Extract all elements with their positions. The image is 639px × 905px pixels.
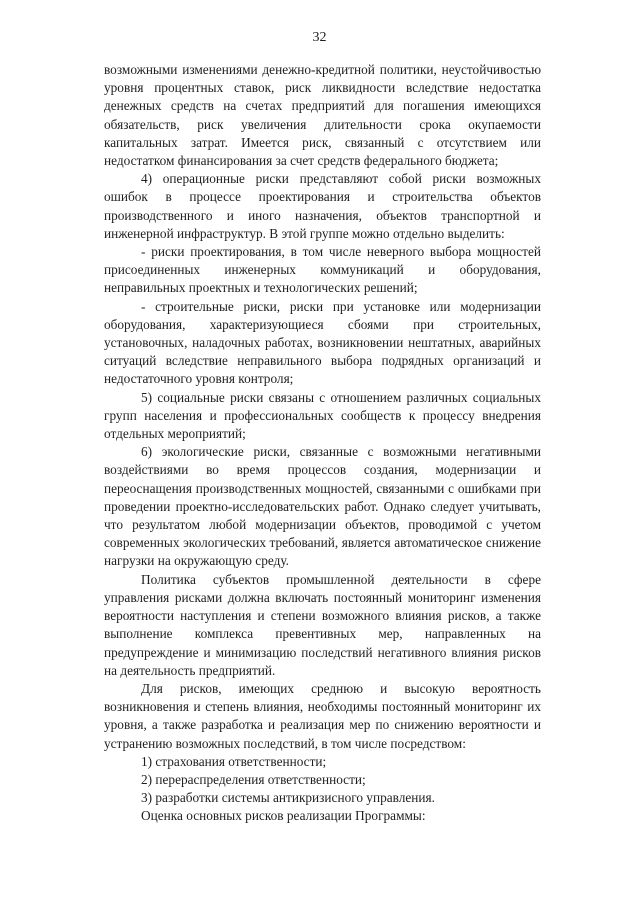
list-item: 2) перераспределения ответственности;: [141, 771, 366, 787]
document-body: [104, 61, 541, 826]
list-item: 3) разработки системы антикризисного управления.: [141, 790, 435, 806]
paragraph: возможными изменениями денежно-кредитной политики, неустойчивостью уровня процентных ставок, риск ликвидности вследствие недостатка денежных средств на счетах предприятий для погашения имеющихся обязательств, риск увеличения длительности срока окупаемости капитальных затрат. Имеется риск, связанный с отсутствием или недостатком финансирования за счет средств федерального бюджета;: [104, 62, 541, 169]
paragraph: 6) экологические риски, связанные с возможными негативными воздействиями во время процессов создания, модернизации и переоснащения производственных мощностей, связанными с ошибками при проведении проектно-исследовательских работ. Однако следует учитывать, что результатом любой модернизации объектов, проводимой с учетом современных экологических требований, является автоматическое снижение нагрузки на окружающую среду.: [104, 444, 541, 569]
page-number: 32: [312, 30, 327, 45]
paragraph: Оценка основных рисков реализации Программы:: [141, 808, 426, 824]
paragraph: - риски проектирования, в том числе неверного выбора мощностей присоединенных инженерных коммуникаций и оборудования, неправильных проектных и технологических решений;: [104, 244, 541, 296]
paragraph: Политика субъектов промышленной деятельности в сфере управления рисками должна включать постоянный мониторинг изменения вероятности наступления и степени возможного влияния рисков, а также выполнение комплекса превентивных мер, направленных на предупреждение и минимизацию последствий негативного влияния рисков на деятельность предприятий.: [104, 571, 541, 678]
paragraph: Для рисков, имеющих среднюю и высокую вероятность возникновения и степень влияния, необходимы постоянный мониторинг их уровня, а также разработка и реализация мер по снижению вероятности и устранению возможных последствий, в том числе посредством:: [104, 680, 541, 751]
paragraph: 5) социальные риски связаны с отношением различных социальных групп населения и профессиональных сообществ к процессу внедрения отдельных мероприятий;: [104, 389, 541, 442]
paragraph: 4) операционные риски представляют собой риски возможных ошибок в процессе проектирования и строительства объектов производственного и иного назначения, объектов транспортной и инженерной инфраструктур. В этой группе можно отдельно выделить:: [104, 171, 541, 241]
paragraph: - строительные риски, риски при установке или модернизации оборудования, характеризующиеся сбоями при строительных, установочных, наладочных работах, возникновении нештатных, аварийных ситуаций вследствие неправильного выбора подрядных организаций и недостаточного уровня контроля;: [104, 298, 541, 387]
list-item: 1) страхования ответственности;: [141, 753, 327, 769]
